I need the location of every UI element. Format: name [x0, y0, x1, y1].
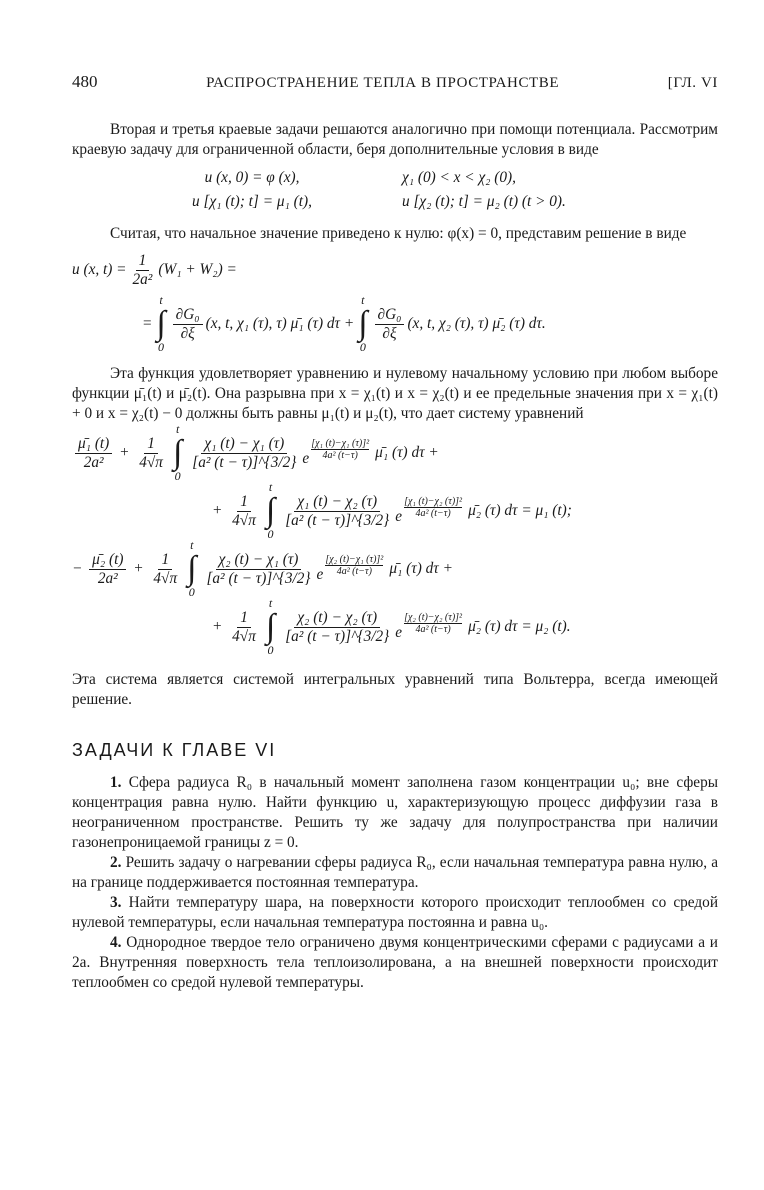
integral-sign: t ∫ 0 — [358, 293, 368, 354]
integral-term-2: (x, t, χ₂ (τ), τ) μ̄₂ (τ) dτ. — [407, 315, 546, 332]
paragraph-2: Считая, что начальное значение приведено к нулю: φ(x) = 0, представим решение в виде — [110, 225, 687, 242]
system-row-1: $\frac{\text{μ̄₁ (t)}}{\text{2a²}}$ + $\frac{1}{4√\pi}$ t ∫ 0 $\frac{\text{χ₁ (t) − χ₁ (τ)}}{\text{[a² (t − τ)]\textasciicircum{}\{3/2\}}}$ e [χ₁ (t)−χ₁ (τ)]² 4a² (t−τ) μ̄₁ (τ) dτ + — [72, 424, 718, 482]
derivative-fraction: $\frac{\text{∂G₀}}{\partial\xi}$ — [375, 306, 405, 343]
coef-num: 1 — [136, 252, 150, 271]
page-number: 480 — [72, 72, 98, 91]
condition-row — [72, 166, 718, 190]
coef-fraction — [130, 252, 156, 289]
problem-item: 3. Найти температуру шара, на поверхности которого происходит теплообмен со средой нулевой температуры, если начальная температура постоянна и равна u₀. — [72, 894, 719, 931]
integral-sign: t ∫ 0 — [172, 422, 183, 483]
problem-item: 4. Однородное твердое тело ограничено двумя концентрическими сферами с радиусами a и 2a. Внутренняя поверхность тела теплоизолирована, а на внешней поверхности происходит теплообмен со средой нулевой температуры. — [72, 934, 718, 991]
problem-item: 1. Сфера радиуса R₀ в начальный момент заполнена газом концентрации u₀; вне сферы концентрация равна нулю. Найти функцию u, характеризующую процесс диффузии газа в неограниченном пространстве. Решить ту же задачу для полупространства при наличии газонепроницаемой границы z = 0. — [72, 774, 718, 851]
solution-eq-line-2 — [72, 290, 718, 358]
condition-right: χ₁ (0) < x < χ₂ (0), — [402, 169, 516, 186]
integral-term-1: (x, t, χ₁ (τ), τ) μ̄₁ (τ) dτ + — [205, 315, 355, 332]
section-title: ЗАДАЧИ К ГЛАВЕ VI — [72, 740, 277, 760]
condition-left: u [χ₁ (t); t] = μ₁ (t), — [192, 193, 312, 210]
integral-sign: t ∫ 0 — [265, 596, 276, 657]
running-title: РАСПРОСТРАНЕНИЕ ТЕПЛА В ПРОСТРАНСТВЕ — [206, 75, 560, 91]
running-head — [72, 72, 718, 92]
paragraph-4: Эта система является системой интегральных уравнений типа Вольтерра, всегда имеющей решение. — [72, 671, 718, 708]
intro-paragraph: Вторая и третья краевые задачи решаются аналогично при помощи потенциала. Рассмотрим краевую задачу для ограниченной области, беря дополнительные условия в виде — [72, 121, 718, 158]
integral-sign: t ∫ 0 — [265, 480, 276, 541]
solution-equation — [72, 250, 718, 358]
condition-right: u [χ₂ (t); t] = μ₂ (t) (t > 0). — [402, 193, 566, 210]
equals-sign: = — [142, 315, 153, 332]
derivative-fraction: $\frac{\text{∂G₀}}{\partial\xi}$ — [173, 306, 203, 343]
coef-den: 2a² — [132, 270, 153, 288]
system-row-4: + $\frac{1}{4√\pi}$ t ∫ 0 $\frac{\text{χ₂ (t) − χ₂ (τ)}}{\text{[a² (t − τ)]\textasciicircum{}\{3/2\}}}$ e [χ₂ (t)−χ₂ (τ)]² 4a² (t−τ) μ̄₂ (τ) dτ = μ₂ (t). — [212, 596, 571, 657]
solution-eq-line-1 — [72, 250, 718, 290]
problem-item: 2. Решить задачу о нагревании сферы радиуса R₀, если начальная температура равна нулю, а на границе поддерживается постоянная температура. — [72, 854, 718, 891]
chapter-label: [ГЛ. VI — [667, 75, 718, 91]
system-row-3: − $\frac{\text{μ̄₂ (t)}}{\text{2a²}}$ + $\frac{1}{4√\pi}$ t ∫ 0 $\frac{\text{χ₂ (t) − χ₁ (τ)}}{\text{[a² (t − τ)]\textasciicircum{}\{3/2\}}}$ e [χ₂ (t)−χ₁ (τ)]² 4a² (t−τ) μ̄₁ (τ) dτ + — [72, 538, 453, 599]
integral-sign: t ∫ 0 — [156, 293, 166, 354]
condition-row — [72, 190, 718, 214]
boundary-conditions — [72, 166, 718, 214]
condition-left: u (x, 0) = φ (x), — [204, 169, 300, 186]
integral-sign: t ∫ 0 — [187, 538, 197, 599]
paragraph-3: Эта функция удовлетворяет уравнению и нулевому начальному условию при любом выборе функции μ̄₁(t) и μ̄₂(t). Она разрывна при x = χ₁(t) и x = χ₂(t) и ее предельные значения при x = χ₁(t) + 0 и x = χ₂(t) − 0 должны быть равны μ₁(t) и μ₂(t), что дает систему уравнений — [72, 365, 718, 422]
system-row-2: + $\frac{1}{4√\pi}$ t ∫ 0 $\frac{\text{χ₁ (t) − χ₂ (τ)}}{\text{[a² (t − τ)]\textasciicircum{}\{3/2\}}}$ e [χ₁ (t)−χ₂ (τ)]² 4a² (t−τ) μ̄₂ (τ) dτ = μ₁ (t); — [212, 480, 572, 541]
integral-equation-system — [72, 424, 718, 656]
solution-sum: (W₁ + W₂) = — [158, 261, 237, 278]
solution-lhs: u (x, t) = — [72, 261, 127, 278]
